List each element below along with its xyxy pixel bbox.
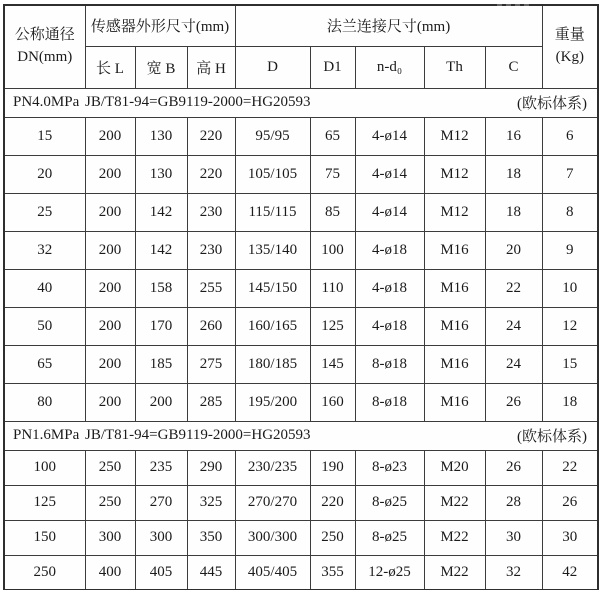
- table-row-dn-65: [4, 345, 598, 383]
- header-flange-connection-group: 法兰连接尺寸(mm): [235, 5, 542, 46]
- table-cell: 250: [85, 450, 135, 485]
- header-weight-line2: (Kg): [555, 48, 584, 65]
- header-Th: Th: [424, 46, 485, 88]
- table-cell: 26: [485, 450, 542, 485]
- table-cell: 142: [135, 193, 187, 231]
- table-header: [4, 5, 598, 88]
- table-cell: 65: [4, 345, 85, 383]
- table-cell: 355: [310, 555, 355, 590]
- table-cell: M22: [424, 485, 485, 520]
- table-cell: 15: [542, 345, 598, 383]
- table-cell: 200: [85, 345, 135, 383]
- table-cell: 200: [85, 193, 135, 231]
- table-cell: 8: [542, 193, 598, 231]
- table-cell: 42: [542, 555, 598, 590]
- table-cell: 8-ø25: [355, 485, 424, 520]
- table-cell: 32: [4, 231, 85, 269]
- table-cell: 30: [542, 520, 598, 555]
- header-nominal-diameter-line2: DN(mm): [17, 48, 73, 65]
- table-cell: 24: [485, 307, 542, 345]
- cropped-text-artifact: [497, 4, 531, 6]
- table-cell: 250: [4, 555, 85, 590]
- section-header-row-pn1.6: [4, 421, 598, 450]
- table-cell: 4-ø18: [355, 307, 424, 345]
- table-row-dn-250: [4, 555, 598, 590]
- table-cell: 230: [187, 231, 235, 269]
- header-D: D: [235, 46, 310, 88]
- table-cell: 18: [485, 155, 542, 193]
- table-cell: 260: [187, 307, 235, 345]
- table-cell: 230: [187, 193, 235, 231]
- table-cell: 160/165: [235, 307, 310, 345]
- header-weight-line1: 重量: [554, 27, 585, 43]
- table-cell: 8-ø18: [355, 345, 424, 383]
- table-cell: M22: [424, 520, 485, 555]
- table-cell: 85: [310, 193, 355, 231]
- table-cell: 142: [135, 231, 187, 269]
- table-cell: 8-ø18: [355, 383, 424, 421]
- table-cell: 15: [4, 117, 85, 155]
- table-cell: 50: [4, 307, 85, 345]
- table-cell: 125: [4, 485, 85, 520]
- table-cell: 200: [85, 155, 135, 193]
- table-cell: 32: [485, 555, 542, 590]
- header-C: C: [485, 46, 542, 88]
- table-cell: 95/95: [235, 117, 310, 155]
- header-n-d0: n-d₀: [355, 46, 424, 88]
- table-cell: 130: [135, 117, 187, 155]
- header-nominal-diameter-line1: 公称通径: [14, 27, 75, 43]
- header-D1: D1: [310, 46, 355, 88]
- table-cell: 18: [485, 193, 542, 231]
- table-cell: 30: [485, 520, 542, 555]
- table-cell: 26: [485, 383, 542, 421]
- table-cell: M16: [424, 383, 485, 421]
- table-cell: 8-ø25: [355, 520, 424, 555]
- table-cell: 160: [310, 383, 355, 421]
- table-row-dn-15: [4, 117, 598, 155]
- table-cell: 4-ø18: [355, 231, 424, 269]
- table-cell: 405/405: [235, 555, 310, 590]
- table-cell: 12: [542, 307, 598, 345]
- table-cell: 100: [310, 231, 355, 269]
- pressure-rating-label: PN1.6MPa: [13, 427, 80, 443]
- table-cell: 4-ø14: [355, 155, 424, 193]
- table-cell: 200: [85, 231, 135, 269]
- table-cell: 200: [85, 307, 135, 345]
- table-cell: 200: [135, 383, 187, 421]
- header-width-B: 宽 B: [135, 46, 187, 88]
- table-cell: 150: [4, 520, 85, 555]
- table-cell: 285: [187, 383, 235, 421]
- header-length-L: 长 L: [85, 46, 135, 88]
- table-cell: 270: [135, 485, 187, 520]
- table-cell: 125: [310, 307, 355, 345]
- table-cell: M16: [424, 307, 485, 345]
- table-cell: 8-ø23: [355, 450, 424, 485]
- table-cell: 180/185: [235, 345, 310, 383]
- table-cell: 7: [542, 155, 598, 193]
- header-nominal-diameter: [4, 5, 85, 88]
- table-cell: 400: [85, 555, 135, 590]
- table-cell: 190: [310, 450, 355, 485]
- table-cell: 300/300: [235, 520, 310, 555]
- section-header-cell: [4, 88, 598, 117]
- table-cell: 230/235: [235, 450, 310, 485]
- header-height-H: 高 H: [187, 46, 235, 88]
- table-cell: 16: [485, 117, 542, 155]
- table-cell: 28: [485, 485, 542, 520]
- table-row-dn-100: [4, 450, 598, 485]
- table-cell: 290: [187, 450, 235, 485]
- table-cell: 325: [187, 485, 235, 520]
- euro-standard-note: (欧标体系): [517, 429, 588, 445]
- table-cell: 250: [310, 520, 355, 555]
- table-row-dn-40: [4, 269, 598, 307]
- table-row-dn-32: [4, 231, 598, 269]
- section-header-row-pn4.0: [4, 88, 598, 117]
- table-cell: M12: [424, 117, 485, 155]
- table-cell: 250: [85, 485, 135, 520]
- standard-reference-label: JB/T81-94=GB9119-2000=HG20593: [85, 94, 311, 110]
- table-cell: 220: [187, 117, 235, 155]
- section-pn4.0: [4, 88, 598, 421]
- table-cell: 22: [485, 269, 542, 307]
- header-weight: [542, 5, 598, 88]
- table-cell: 65: [310, 117, 355, 155]
- table-cell: 220: [310, 485, 355, 520]
- table-cell: M16: [424, 269, 485, 307]
- standard-reference-label: JB/T81-94=GB9119-2000=HG20593: [85, 427, 311, 443]
- section-pn1.6: [4, 421, 598, 590]
- table-cell: 22: [542, 450, 598, 485]
- table-cell: 255: [187, 269, 235, 307]
- table-cell: 20: [4, 155, 85, 193]
- table-cell: 195/200: [235, 383, 310, 421]
- table-cell: 185: [135, 345, 187, 383]
- euro-standard-note: (欧标体系): [517, 96, 588, 112]
- table-cell: 40: [4, 269, 85, 307]
- table-cell: 445: [187, 555, 235, 590]
- table-cell: 300: [85, 520, 135, 555]
- table-cell: 135/140: [235, 231, 310, 269]
- table-cell: 220: [187, 155, 235, 193]
- table-cell: 145/150: [235, 269, 310, 307]
- table-cell: 10: [542, 269, 598, 307]
- table-cell: 235: [135, 450, 187, 485]
- flange-dimension-spec-table: [3, 4, 599, 590]
- section-header-cell: [4, 421, 598, 450]
- table-cell: 4-ø18: [355, 269, 424, 307]
- table-cell: 105/105: [235, 155, 310, 193]
- table-cell: M16: [424, 345, 485, 383]
- table-cell: 80: [4, 383, 85, 421]
- table-cell: 405: [135, 555, 187, 590]
- table-cell: 24: [485, 345, 542, 383]
- table-row-dn-20: [4, 155, 598, 193]
- pressure-rating-label: PN4.0MPa: [13, 94, 80, 110]
- table-row-dn-50: [4, 307, 598, 345]
- table-row-dn-25: [4, 193, 598, 231]
- table-cell: 200: [85, 269, 135, 307]
- table-cell: 20: [485, 231, 542, 269]
- table-cell: 170: [135, 307, 187, 345]
- table-cell: 110: [310, 269, 355, 307]
- table-cell: M22: [424, 555, 485, 590]
- table-cell: 26: [542, 485, 598, 520]
- table-cell: 18: [542, 383, 598, 421]
- table-cell: 275: [187, 345, 235, 383]
- table-cell: 350: [187, 520, 235, 555]
- table-row-dn-150: [4, 520, 598, 555]
- table-cell: M20: [424, 450, 485, 485]
- header-sensor-dimensions-group: 传感器外形尺寸(mm): [85, 5, 235, 46]
- table-cell: 6: [542, 117, 598, 155]
- table-cell: 270/270: [235, 485, 310, 520]
- table-row-dn-80: [4, 383, 598, 421]
- table-cell: 145: [310, 345, 355, 383]
- table-cell: 100: [4, 450, 85, 485]
- table-cell: 300: [135, 520, 187, 555]
- table-cell: M16: [424, 231, 485, 269]
- table-cell: 130: [135, 155, 187, 193]
- table-cell: 9: [542, 231, 598, 269]
- table-cell: 200: [85, 383, 135, 421]
- table-cell: 4-ø14: [355, 193, 424, 231]
- table-row-dn-125: [4, 485, 598, 520]
- table-cell: 75: [310, 155, 355, 193]
- table-cell: 158: [135, 269, 187, 307]
- table-cell: 115/115: [235, 193, 310, 231]
- table-cell: 4-ø14: [355, 117, 424, 155]
- table-cell: M12: [424, 193, 485, 231]
- table-cell: M12: [424, 155, 485, 193]
- table-cell: 200: [85, 117, 135, 155]
- table-cell: 12-ø25: [355, 555, 424, 590]
- table-cell: 25: [4, 193, 85, 231]
